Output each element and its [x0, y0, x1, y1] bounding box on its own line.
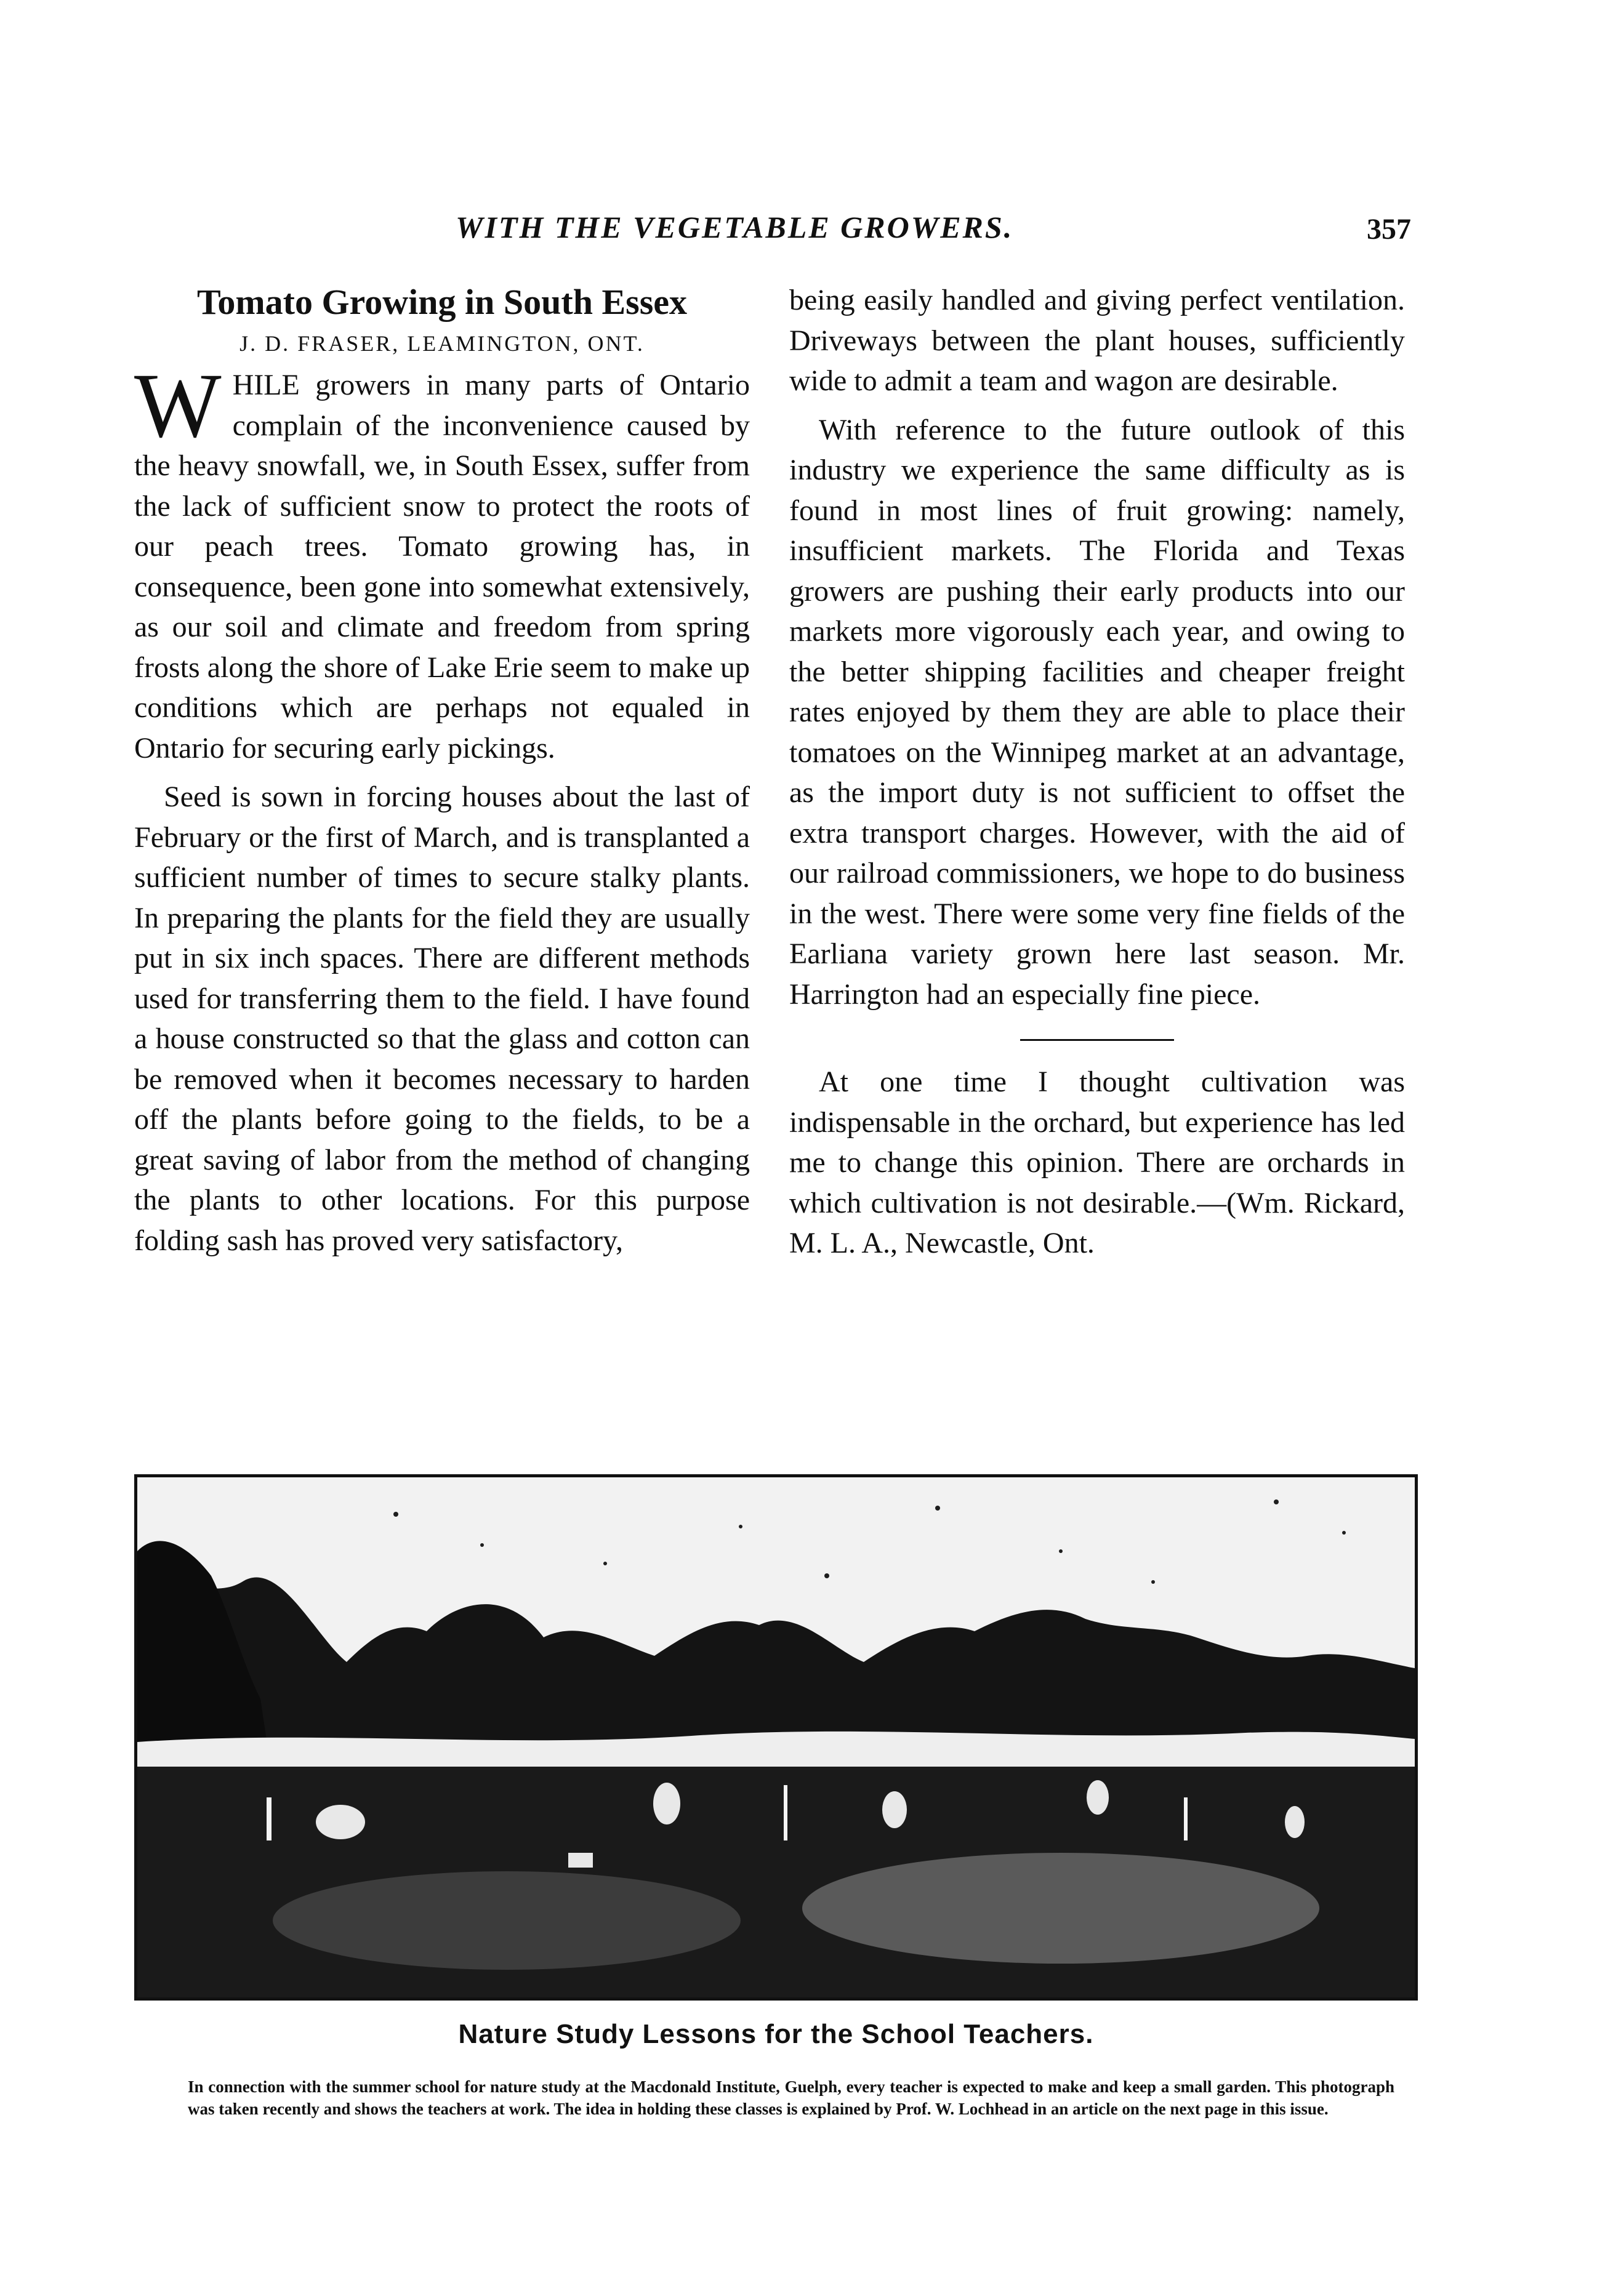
article-paragraph-2: Seed is sown in forcing houses about the last of February or the first of March, and is transplanted a sufficient number of times to secure stalky plants. In preparing the plants for the field they are usually put in six inch spaces. There are different methods used for transferring them to the field. I have found a house constructed so that the glass and cotton can be removed when it becomes necessary to harden off the plants before going to the fields, to be a great saving of labor from the method of changing the plants to other locations. For this purpose folding sash has proved very satisfactory,: [134, 781, 750, 1257]
figure-caption-title: Nature Study Lessons for the School Teachers.: [458, 2019, 1094, 2049]
figure-caption-text: In connection with the summer school for nature study at the Macdonald Institute, Guelph, every teacher is expected to make and keep a small garden. This photograph was taken recently and shows the teachers at work. The idea in holding these classes is explained by Prof. W. Lochhead in an article on the next page in this issue.: [188, 2077, 1394, 2118]
garden-photograph: [134, 1474, 1418, 2001]
page-number: 357: [1367, 213, 1411, 246]
article-byline: J. D. FRASER, LEAMINGTON, ONT.: [239, 331, 645, 356]
paragraph-1-text: HILE growers in many parts of Ontario complain of the inconvenience caused by the heavy snowfall, we, in South Essex, suffer from the lack of sufficient snow to protect the roots of our peach trees. Tomato growing has, in consequence, been gone into somewhat extensively, as our soil and climate and freedom from spring frosts along the shore of Lake Erie seem to make up conditions which are perhaps not equaled in Ontario for securing early pickings.: [134, 369, 750, 765]
drop-cap: W: [134, 355, 222, 457]
article-paragraph-3: With reference to the future outlook of this industry we experience the same difficulty as is found in most lines of fruit growing: namely, insufficient markets. The Florida and Texas growers are pushing their early products into our markets more vigorously each year, and owing to the better shipping facilities and cheaper freight rates enjoyed by them they are able to place their tomatoes on the Winnipeg market at an advantage, as the import duty is not sufficient to offset the extra transport charges. However, with the aid of our railroad commissioners, we hope to do business in the west. There were some very fine fields of the Earliana variety grown here last season. Mr. Harrington had an especially fine piece.: [789, 413, 1405, 1011]
article-paragraph-2-continued: being easily handled and giving perfect ventilation. Driveways between the plant houses, sufficiently wide to admit a team and wagon are desirable.: [789, 284, 1405, 397]
left-column: [134, 280, 750, 1269]
article-paragraph-1: [134, 355, 750, 768]
article-title: Tomato Growing in South Essex: [196, 282, 688, 322]
garden-photograph-image: [137, 1477, 1415, 1997]
running-head: WITH THE VEGETABLE GROWERS.: [456, 210, 1014, 244]
right-column: [789, 280, 1405, 1272]
section-divider: [1020, 1039, 1174, 1041]
orchard-note: At one time I thought cultivation was indispensable in the orchard, but experience has led me to change this opinion. There are orchards in which cultivation is not desirable.—(Wm. Rickard, M. L. A., Newcastle, Ont.: [789, 1066, 1405, 1259]
